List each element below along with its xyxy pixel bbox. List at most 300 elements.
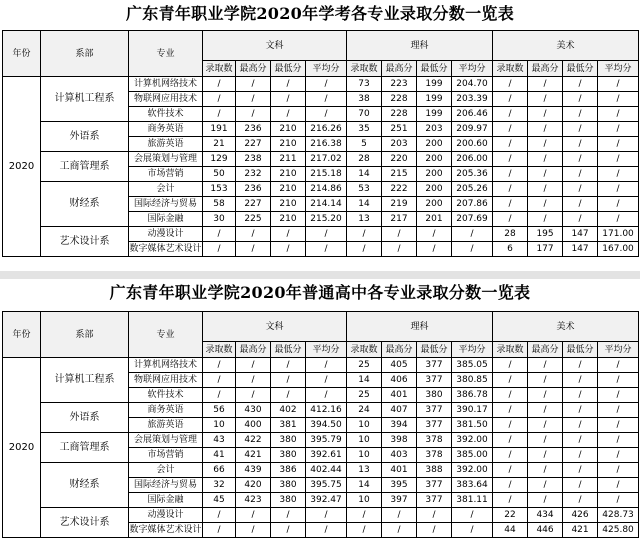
score-cell: / xyxy=(563,212,598,227)
score-cell: 22 xyxy=(493,508,528,523)
score-cell: 421 xyxy=(563,523,598,538)
score-cell: 220 xyxy=(382,152,417,167)
score-cell: / xyxy=(271,358,306,373)
sub-header: 最高分 xyxy=(236,342,271,358)
score-cell: / xyxy=(203,358,236,373)
score-cell: / xyxy=(528,358,563,373)
table-row xyxy=(3,182,639,197)
score-cell: / xyxy=(563,92,598,107)
score-cell: / xyxy=(203,508,236,523)
score-cell: 200 xyxy=(417,182,452,197)
score-cell: / xyxy=(598,167,639,182)
score-cell: 28 xyxy=(347,152,382,167)
score-cell: 236 xyxy=(236,182,271,197)
score-cell: 210 xyxy=(271,197,306,212)
score-cell: 171.00 xyxy=(598,227,639,242)
sub-header: 最高分 xyxy=(528,342,563,358)
score-cell: / xyxy=(563,463,598,478)
score-cell: / xyxy=(563,373,598,388)
score-cell: / xyxy=(493,122,528,137)
score-cell: 203 xyxy=(382,137,417,152)
score-cell: 50 xyxy=(203,167,236,182)
major-cell: 软件技术 xyxy=(129,388,203,403)
dept-cell: 财经系 xyxy=(41,463,129,508)
score-cell: / xyxy=(493,107,528,122)
table-row xyxy=(3,358,639,373)
score-cell: / xyxy=(347,242,382,257)
score-cell: / xyxy=(452,508,493,523)
score-cell: / xyxy=(598,197,639,212)
sub-header: 录取数 xyxy=(493,61,528,77)
major-cell: 软件技术 xyxy=(129,107,203,122)
score-cell: 214.86 xyxy=(306,182,347,197)
score-cell: / xyxy=(598,358,639,373)
score-cell: / xyxy=(236,373,271,388)
score-cell: 380 xyxy=(271,493,306,508)
score-cell: / xyxy=(598,212,639,227)
sub-header: 录取数 xyxy=(347,342,382,358)
score-cell: 200 xyxy=(417,167,452,182)
score-cell: 397 xyxy=(382,493,417,508)
score-cell: / xyxy=(203,523,236,538)
score-cell: 377 xyxy=(417,403,452,418)
score-cell: / xyxy=(236,227,271,242)
score-cell: 206.00 xyxy=(452,152,493,167)
score-cell: 153 xyxy=(203,182,236,197)
year-header: 年份 xyxy=(3,31,41,77)
score-cell: 217 xyxy=(382,212,417,227)
score-cell: 385.05 xyxy=(452,358,493,373)
major-cell: 会计 xyxy=(129,463,203,478)
score-cell: 377 xyxy=(417,493,452,508)
score-cell: 200 xyxy=(417,197,452,212)
score-cell: 201 xyxy=(417,212,452,227)
score-cell: / xyxy=(528,418,563,433)
score-cell: / xyxy=(528,388,563,403)
score-cell: / xyxy=(598,463,639,478)
score-cell: 232 xyxy=(236,167,271,182)
score-cell: 10 xyxy=(347,433,382,448)
score-cell: 381.50 xyxy=(452,418,493,433)
score-cell: / xyxy=(493,388,528,403)
major-cell: 国际经济与贸易 xyxy=(129,197,203,212)
score-cell: / xyxy=(236,77,271,92)
score-cell: 223 xyxy=(382,77,417,92)
score-cell: 401 xyxy=(382,463,417,478)
score-cell: / xyxy=(598,107,639,122)
table-row xyxy=(3,152,639,167)
score-cell: / xyxy=(598,493,639,508)
score-cell: / xyxy=(598,388,639,403)
score-cell: 38 xyxy=(347,92,382,107)
major-cell: 市场营销 xyxy=(129,167,203,182)
score-cell: / xyxy=(598,182,639,197)
score-cell: 215 xyxy=(382,167,417,182)
score-cell: / xyxy=(563,197,598,212)
score-cell: 380 xyxy=(271,433,306,448)
score-cell: / xyxy=(598,403,639,418)
score-cell: 200.60 xyxy=(452,137,493,152)
score-cell: 32 xyxy=(203,478,236,493)
sub-header: 平均分 xyxy=(598,342,639,358)
score-cell: / xyxy=(203,388,236,403)
score-cell: 14 xyxy=(347,167,382,182)
score-cell: 10 xyxy=(347,418,382,433)
sub-header: 最低分 xyxy=(271,61,306,77)
score-cell: / xyxy=(493,463,528,478)
score-cell: / xyxy=(528,403,563,418)
score-cell: 394 xyxy=(382,418,417,433)
score-cell: 430 xyxy=(236,403,271,418)
table-row xyxy=(3,227,639,242)
score-cell: 380 xyxy=(271,448,306,463)
score-cell: 24 xyxy=(347,403,382,418)
score-cell: / xyxy=(236,107,271,122)
sub-header: 最高分 xyxy=(528,61,563,77)
score-cell: 10 xyxy=(347,493,382,508)
score-cell: / xyxy=(528,212,563,227)
score-cell: / xyxy=(306,77,347,92)
score-cell: 216.26 xyxy=(306,122,347,137)
score-cell: 210 xyxy=(271,182,306,197)
score-cell: 203.39 xyxy=(452,92,493,107)
score-cell: 41 xyxy=(203,448,236,463)
score-cell: 395.75 xyxy=(306,478,347,493)
score-cell: 380 xyxy=(271,478,306,493)
score-cell: / xyxy=(347,227,382,242)
score-cell: / xyxy=(347,508,382,523)
score-cell: 386.78 xyxy=(452,388,493,403)
dept-header: 系部 xyxy=(41,312,129,358)
major-cell: 动漫设计 xyxy=(129,508,203,523)
score-cell: / xyxy=(528,92,563,107)
major-cell: 计算机网络技术 xyxy=(129,358,203,373)
score-cell: 43 xyxy=(203,433,236,448)
score-cell: / xyxy=(347,523,382,538)
score-cell: / xyxy=(563,122,598,137)
score-cell: 56 xyxy=(203,403,236,418)
score-cell: 222 xyxy=(382,182,417,197)
score-cell: / xyxy=(528,433,563,448)
score-cell: 395.79 xyxy=(306,433,347,448)
score-cell: 13 xyxy=(347,212,382,227)
score-cell: 191 xyxy=(203,122,236,137)
score-cell: / xyxy=(493,418,528,433)
major-cell: 国际经济与贸易 xyxy=(129,478,203,493)
score-cell: 377 xyxy=(417,418,452,433)
score-cell: 58 xyxy=(203,197,236,212)
score-cell: 66 xyxy=(203,463,236,478)
score-cell: / xyxy=(528,493,563,508)
score-cell: 386 xyxy=(271,463,306,478)
score-cell: / xyxy=(493,448,528,463)
major-cell: 会计 xyxy=(129,182,203,197)
score-cell: 210 xyxy=(271,122,306,137)
score-cell: 405 xyxy=(382,358,417,373)
score-cell: / xyxy=(528,137,563,152)
score-cell: / xyxy=(528,463,563,478)
score-cell: / xyxy=(563,493,598,508)
score-cell: 402 xyxy=(271,403,306,418)
score-cell: / xyxy=(271,227,306,242)
score-cell: 400 xyxy=(236,418,271,433)
score-cell: 251 xyxy=(382,122,417,137)
score-cell: 209.97 xyxy=(452,122,493,137)
score-cell: / xyxy=(236,242,271,257)
score-cell: 215.20 xyxy=(306,212,347,227)
score-cell: / xyxy=(271,523,306,538)
dept-cell: 艺术设计系 xyxy=(41,508,129,538)
score-cell: 392.61 xyxy=(306,448,347,463)
table1-title: 广东青年职业学院2020年学考各专业录取分数一览表 xyxy=(125,4,515,23)
score-cell: 426 xyxy=(563,508,598,523)
score-cell: / xyxy=(563,388,598,403)
score-cell: / xyxy=(203,242,236,257)
score-cell: 228 xyxy=(382,92,417,107)
dept-header: 系部 xyxy=(41,31,129,77)
score-cell: 199 xyxy=(417,107,452,122)
score-cell: / xyxy=(306,508,347,523)
score-cell: / xyxy=(236,523,271,538)
score-cell: / xyxy=(598,448,639,463)
score-cell: 207.86 xyxy=(452,197,493,212)
score-cell: / xyxy=(306,373,347,388)
score-cell: 13 xyxy=(347,463,382,478)
score-cell: 227 xyxy=(236,137,271,152)
score-cell: 25 xyxy=(347,388,382,403)
sub-header: 最低分 xyxy=(417,342,452,358)
score-cell: / xyxy=(493,373,528,388)
dept-cell: 艺术设计系 xyxy=(41,227,129,257)
score-cell: 377 xyxy=(417,373,452,388)
score-cell: / xyxy=(382,508,417,523)
score-cell: / xyxy=(203,107,236,122)
score-cell: / xyxy=(493,493,528,508)
dept-cell: 计算机工程系 xyxy=(41,77,129,122)
group-header: 美术 xyxy=(493,31,639,61)
score-cell: 378 xyxy=(417,433,452,448)
score-cell: / xyxy=(598,92,639,107)
score-cell: / xyxy=(236,92,271,107)
table2-title: 广东青年职业学院2020年普通高中各专业录取分数一览表 xyxy=(109,283,531,302)
sub-header: 平均分 xyxy=(452,61,493,77)
score-cell: / xyxy=(528,77,563,92)
score-cell: / xyxy=(493,212,528,227)
dept-cell: 工商管理系 xyxy=(41,433,129,463)
section-separator xyxy=(0,271,640,279)
score-cell: 199 xyxy=(417,77,452,92)
dept-cell: 外语系 xyxy=(41,122,129,152)
year-cell: 2020 xyxy=(3,77,41,257)
score-cell: / xyxy=(306,242,347,257)
score-cell: 238 xyxy=(236,152,271,167)
score-cell: 392.00 xyxy=(452,463,493,478)
sub-header: 平均分 xyxy=(306,342,347,358)
score-cell: 390.17 xyxy=(452,403,493,418)
major-cell: 市场营销 xyxy=(129,448,203,463)
sub-header: 平均分 xyxy=(598,61,639,77)
score-cell: / xyxy=(271,92,306,107)
score-cell: / xyxy=(382,242,417,257)
sub-header: 录取数 xyxy=(493,342,528,358)
score-cell: 403 xyxy=(382,448,417,463)
major-cell: 数字媒体艺术设计 xyxy=(129,242,203,257)
score-cell: 14 xyxy=(347,478,382,493)
major-cell: 会展策划与管理 xyxy=(129,152,203,167)
score-cell: 210 xyxy=(271,167,306,182)
score-cell: 147 xyxy=(563,242,598,257)
score-cell: 28 xyxy=(493,227,528,242)
score-cell: / xyxy=(563,137,598,152)
score-cell: / xyxy=(271,373,306,388)
score-cell: 217.02 xyxy=(306,152,347,167)
score-cell: 434 xyxy=(528,508,563,523)
score-cell: 412.16 xyxy=(306,403,347,418)
score-cell: 205.36 xyxy=(452,167,493,182)
score-cell: 227 xyxy=(236,197,271,212)
score-cell: 205.26 xyxy=(452,182,493,197)
score-cell: 421 xyxy=(236,448,271,463)
major-cell: 会展策划与管理 xyxy=(129,433,203,448)
score-cell: 388 xyxy=(417,463,452,478)
score-cell: 25 xyxy=(347,358,382,373)
score-cell: / xyxy=(528,373,563,388)
score-cell: 377 xyxy=(417,358,452,373)
score-cell: 446 xyxy=(528,523,563,538)
score-cell: 204.70 xyxy=(452,77,493,92)
score-cell: / xyxy=(493,478,528,493)
score-cell: / xyxy=(528,182,563,197)
sub-header: 最低分 xyxy=(563,61,598,77)
sub-header: 录取数 xyxy=(203,342,236,358)
score-cell: / xyxy=(528,152,563,167)
score-cell: / xyxy=(306,358,347,373)
score-cell: / xyxy=(493,137,528,152)
score-cell: / xyxy=(417,508,452,523)
score-cell: 383.64 xyxy=(452,478,493,493)
score-cell: 10 xyxy=(203,418,236,433)
score-cell: 425.80 xyxy=(598,523,639,538)
score-cell: 398 xyxy=(382,433,417,448)
table-row xyxy=(3,122,639,137)
score-cell: / xyxy=(452,227,493,242)
score-cell: / xyxy=(271,388,306,403)
score-cell: 423 xyxy=(236,493,271,508)
score-cell: 392.00 xyxy=(452,433,493,448)
major-cell: 商务英语 xyxy=(129,403,203,418)
score-cell: / xyxy=(493,182,528,197)
score-cell: 395 xyxy=(382,478,417,493)
score-cell: 45 xyxy=(203,493,236,508)
score-cell: 73 xyxy=(347,77,382,92)
score-cell: 406 xyxy=(382,373,417,388)
score-cell: / xyxy=(563,448,598,463)
major-cell: 旅游英语 xyxy=(129,418,203,433)
major-header: 专业 xyxy=(129,31,203,77)
score-cell: 14 xyxy=(347,373,382,388)
score-cell: 236 xyxy=(236,122,271,137)
score-cell: 439 xyxy=(236,463,271,478)
score-cell: 206.46 xyxy=(452,107,493,122)
score-cell: / xyxy=(271,107,306,122)
score-cell: / xyxy=(563,418,598,433)
score-cell: 14 xyxy=(347,197,382,212)
score-cell: / xyxy=(271,508,306,523)
score-cell: 129 xyxy=(203,152,236,167)
sub-header: 最高分 xyxy=(236,61,271,77)
score-cell: 44 xyxy=(493,523,528,538)
score-cell: 215.18 xyxy=(306,167,347,182)
sub-header: 最高分 xyxy=(382,61,417,77)
table-row xyxy=(3,403,639,418)
score-cell: / xyxy=(598,433,639,448)
score-cell: / xyxy=(528,122,563,137)
table-row xyxy=(3,463,639,478)
table-row xyxy=(3,77,639,92)
score-cell: / xyxy=(236,508,271,523)
score-cell: / xyxy=(563,403,598,418)
dept-cell: 计算机工程系 xyxy=(41,358,129,403)
score-cell: 378 xyxy=(417,448,452,463)
score-cell: 422 xyxy=(236,433,271,448)
table-row xyxy=(3,433,639,448)
score-cell: 381.11 xyxy=(452,493,493,508)
score-cell: / xyxy=(493,77,528,92)
group-header: 理科 xyxy=(347,31,493,61)
score-cell: / xyxy=(306,523,347,538)
score-cell: / xyxy=(493,152,528,167)
score-cell: 402.44 xyxy=(306,463,347,478)
score-cell: / xyxy=(563,433,598,448)
sub-header: 录取数 xyxy=(203,61,236,77)
score-cell: / xyxy=(493,433,528,448)
score-cell: 203 xyxy=(417,122,452,137)
score-cell: 147 xyxy=(563,227,598,242)
score-cell: / xyxy=(563,358,598,373)
score-cell: / xyxy=(306,92,347,107)
group-header: 文科 xyxy=(203,31,347,61)
score-cell: 211 xyxy=(271,152,306,167)
major-cell: 商务英语 xyxy=(129,122,203,137)
dept-cell: 外语系 xyxy=(41,403,129,433)
score-cell: / xyxy=(493,92,528,107)
score-cell: 35 xyxy=(347,122,382,137)
score-cell: 10 xyxy=(347,448,382,463)
dept-cell: 工商管理系 xyxy=(41,152,129,182)
score-cell: 21 xyxy=(203,137,236,152)
group-header: 理科 xyxy=(347,312,493,342)
score-cell: / xyxy=(382,523,417,538)
score-cell: / xyxy=(528,448,563,463)
score-cell: 216.38 xyxy=(306,137,347,152)
score-cell: 207.69 xyxy=(452,212,493,227)
score-cell: / xyxy=(598,137,639,152)
score-cell: / xyxy=(563,152,598,167)
score-cell: / xyxy=(563,182,598,197)
sub-header: 最高分 xyxy=(382,342,417,358)
score-cell: 5 xyxy=(347,137,382,152)
major-cell: 数字媒体艺术设计 xyxy=(129,523,203,538)
score-cell: / xyxy=(493,197,528,212)
score-cell: 380 xyxy=(417,388,452,403)
score-cell: / xyxy=(493,403,528,418)
major-cell: 物联网应用技术 xyxy=(129,373,203,388)
score-cell: / xyxy=(382,227,417,242)
score-cell: / xyxy=(306,107,347,122)
score-cell: 30 xyxy=(203,212,236,227)
score-cell: / xyxy=(203,92,236,107)
score-cell: 210 xyxy=(271,212,306,227)
